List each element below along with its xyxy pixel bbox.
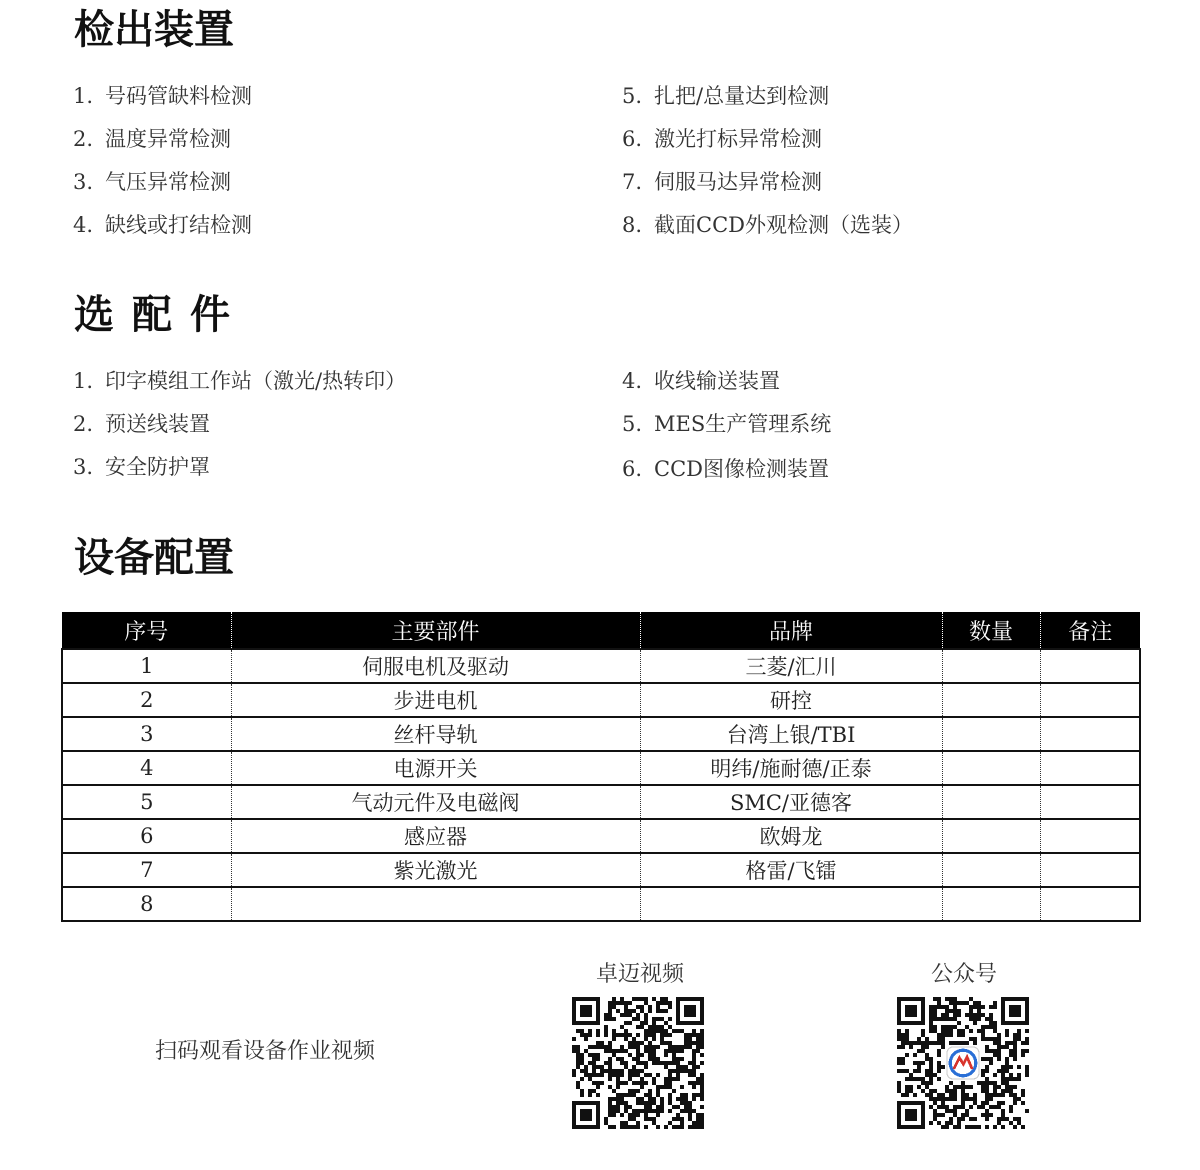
- table-cell: 研控: [640, 683, 942, 717]
- list-item: 4. 缺线或打结检测: [73, 213, 252, 237]
- column-header-quantity: 数量: [942, 612, 1040, 649]
- section-title-options: 选配件: [74, 292, 248, 338]
- list-item: 8. 截面CCD外观检测（选装）: [622, 213, 913, 237]
- table-cell: 6: [62, 819, 231, 853]
- table-cell: [1040, 717, 1140, 751]
- list-item: 1. 印字模组工作站（激光/热转印）: [73, 369, 407, 393]
- column-header-component: 主要部件: [231, 612, 640, 649]
- column-header-remark: 备注: [1040, 612, 1140, 649]
- table-cell: 8: [62, 887, 231, 921]
- table-cell: 格雷/飞镭: [640, 853, 942, 887]
- qr-video-label: 卓迈视频: [595, 962, 684, 987]
- table-cell: 1: [62, 649, 231, 683]
- list-item: 3. 气压异常检测: [73, 170, 231, 194]
- table-row: [62, 853, 1140, 887]
- scan-instruction-text: 扫码观看设备作业视频: [155, 1039, 376, 1064]
- table-row: [62, 649, 1140, 683]
- table-cell: 4: [62, 751, 231, 785]
- table-cell: [231, 887, 640, 921]
- table-cell: [942, 853, 1040, 887]
- table-cell: 丝杆导轨: [231, 717, 640, 751]
- table-cell: 明纬/施耐德/正泰: [640, 751, 942, 785]
- table-cell: [1040, 819, 1140, 853]
- table-cell: [942, 649, 1040, 683]
- table-cell: 感应器: [231, 819, 640, 853]
- table-cell: 三菱/汇川: [640, 649, 942, 683]
- table-row: [62, 683, 1140, 717]
- list-item: 1. 号码管缺料检测: [73, 84, 252, 108]
- table-cell: 台湾上银/TBI: [640, 717, 942, 751]
- table-cell: 5: [62, 785, 231, 819]
- list-item: 3. 安全防护罩: [73, 455, 210, 479]
- qr-code-account[interactable]: [897, 997, 1029, 1129]
- list-item: 5. 扎把/总量达到检测: [622, 84, 830, 108]
- list-item: 6. 激光打标异常检测: [622, 127, 822, 151]
- table-cell: 气动元件及电磁阀: [231, 785, 640, 819]
- table-cell: [942, 819, 1040, 853]
- table-cell: [1040, 887, 1140, 921]
- list-item: 2. 预送线装置: [73, 412, 210, 436]
- section-title-detection: 检出装置: [74, 7, 234, 53]
- table-cell: 电源开关: [231, 751, 640, 785]
- list-item: 2. 温度异常检测: [73, 127, 231, 151]
- table-cell: [942, 751, 1040, 785]
- table-cell: [640, 887, 942, 921]
- table-header-row: [62, 612, 1140, 649]
- equipment-config-table: [61, 612, 1141, 922]
- column-header-index: 序号: [62, 612, 231, 649]
- table-cell: [942, 887, 1040, 921]
- list-item: 4. 收线输送装置: [622, 369, 780, 393]
- qr-account-label: 公众号: [930, 962, 997, 987]
- table-cell: 欧姆龙: [640, 819, 942, 853]
- table-cell: 3: [62, 717, 231, 751]
- table-cell: [942, 683, 1040, 717]
- list-item: 5. MES生产管理系统: [622, 412, 832, 436]
- table-row: [62, 887, 1140, 921]
- table-cell: [1040, 683, 1140, 717]
- qr-code-video[interactable]: [572, 997, 704, 1129]
- table-cell: 伺服电机及驱动: [231, 649, 640, 683]
- column-header-brand: 品牌: [640, 612, 942, 649]
- brand-logo-icon: [947, 1047, 979, 1079]
- table-cell: 2: [62, 683, 231, 717]
- list-item: 6. CCD图像检测装置: [622, 457, 829, 481]
- table-cell: [1040, 785, 1140, 819]
- table-cell: 7: [62, 853, 231, 887]
- table-cell: [1040, 751, 1140, 785]
- section-title-config: 设备配置: [74, 535, 234, 581]
- table-cell: SMC/亚德客: [640, 785, 942, 819]
- table-row: [62, 751, 1140, 785]
- table-cell: [1040, 649, 1140, 683]
- table-cell: 步进电机: [231, 683, 640, 717]
- table-cell: [942, 785, 1040, 819]
- table-row: [62, 819, 1140, 853]
- table-cell: 紫光激光: [231, 853, 640, 887]
- table-row: [62, 717, 1140, 751]
- table-cell: [942, 717, 1040, 751]
- table-row: [62, 785, 1140, 819]
- list-item: 7. 伺服马达异常检测: [622, 170, 822, 194]
- table-cell: [1040, 853, 1140, 887]
